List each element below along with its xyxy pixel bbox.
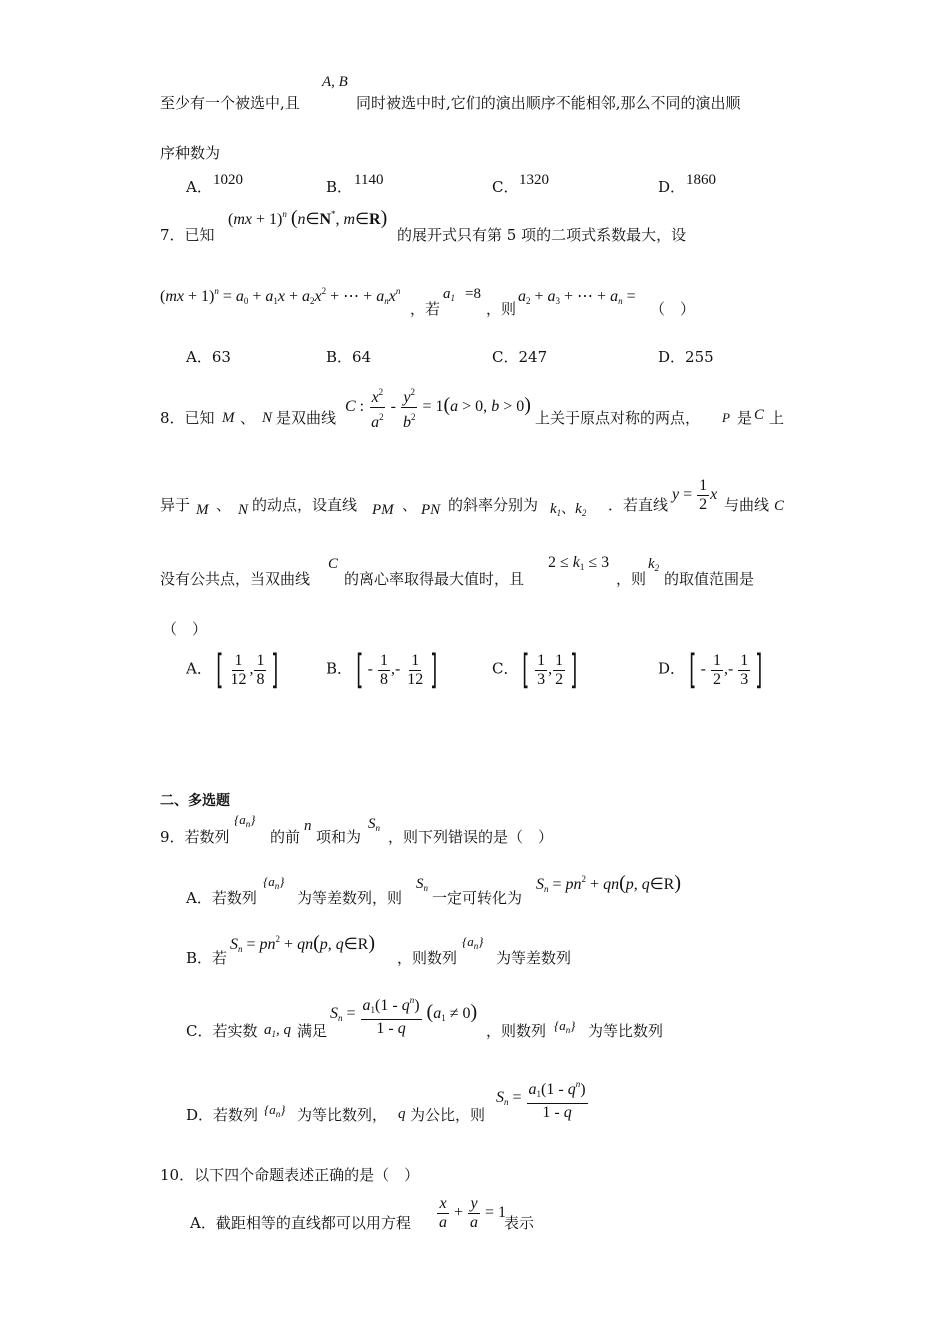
q8-shang: 上 xyxy=(769,409,785,427)
q7-option-a: A．63 xyxy=(186,348,231,366)
q10-number: 10．以下四个命题表述正确的是（ ） xyxy=(160,1166,420,1184)
section-title: 二、多选题 xyxy=(160,793,230,809)
q8-line3a: 没有公共点，当双曲线 xyxy=(160,570,311,588)
q9-n: n xyxy=(304,818,312,834)
q7-number: 7．已知 xyxy=(160,226,215,244)
q8-dun3: 、 xyxy=(402,496,418,514)
q9-option-c-mid: 满足 xyxy=(297,1022,328,1040)
q8-line2d: ．若直线 xyxy=(608,496,669,514)
q9-a-an: $\{a_n\}$ xyxy=(263,874,285,891)
q6-option-d-value: 1860 xyxy=(686,172,716,188)
q9-a-sn: $S_n$ xyxy=(416,876,428,893)
q9-c-an: $\{a_n\}$ xyxy=(554,1018,576,1035)
q6-line1-post: 同时被选中时,它们的演出顺序不能相邻,那么不同的演出顺 xyxy=(356,94,741,112)
q8-number: 8．已知 xyxy=(160,409,215,427)
q8-hyperbola: C : $\frac{x^2}{a^2}$ - $\frac{y^2}{b^2}$ = 1(a > 0, b > 0) xyxy=(345,384,531,431)
q9-number: 9．若数列 xyxy=(160,828,230,846)
q9-sn: $S_n$ xyxy=(368,816,380,833)
q6-line1: 至少有一个被选中,且 xyxy=(160,94,300,112)
q9-d-an: $\{a_n\}$ xyxy=(264,1102,286,1119)
q9-option-a-pre: A．若数列 xyxy=(186,889,257,907)
q9-option-c-post: 为等比数列 xyxy=(588,1022,664,1040)
q8-pm: PM xyxy=(372,502,394,518)
q8-blank: （ ） xyxy=(162,620,208,638)
q7-a1-eq: =8 xyxy=(465,286,481,302)
q7-option-c: C．247 xyxy=(492,348,548,366)
q9-option-b-pre: B．若 xyxy=(186,949,228,967)
q8-n: N xyxy=(262,410,273,426)
q9-option-a-post: 一定可转化为 xyxy=(432,889,523,907)
q8-line3b: 的离心率取得最大值时，且 xyxy=(344,570,525,588)
q8-k2: $k_2$ xyxy=(648,556,660,573)
q9-text1: 的前 xyxy=(270,828,301,846)
q7-a1: $a_1$ xyxy=(443,286,455,303)
q9-option-c-pre: C．若实数 xyxy=(186,1022,258,1040)
q7-expression: (mx + 1)$^n$ (n∈N*, m∈R) xyxy=(228,207,388,229)
q8-m2: M xyxy=(196,502,209,518)
q8-n2: N xyxy=(238,502,249,518)
q9-c-a1q: $a_1$, q xyxy=(264,1022,291,1039)
q7-option-b: B．64 xyxy=(326,348,372,366)
q6-line2: 序种数为 xyxy=(160,144,221,162)
q8-option-d: D． [ - $\frac{1}{2}$ ,- $\frac{1}{3}$ ] xyxy=(658,647,763,693)
q8-line3c: ，则 xyxy=(616,570,647,588)
q9-option-a-mid: 为等差数列，则 xyxy=(297,889,403,907)
q6-option-a: A． xyxy=(186,178,212,196)
q8-c3: C xyxy=(328,556,339,572)
q8-k1-k2: $k_1$、$k_2$ xyxy=(550,501,587,518)
q6-ab: A, B xyxy=(322,74,348,90)
q8-line2b: 的动点，设直线 xyxy=(252,496,358,514)
q7-sum: $a_2 + a_3$ + ⋯ + $a_n$ = xyxy=(518,288,636,306)
q9-c-formula: $S_n$ = $\frac{a_1(1 - q^n)}{1 - q}$ $(a_1 \ne 0)$ xyxy=(330,992,477,1037)
q10-option-a-post: 表示 xyxy=(504,1214,535,1232)
q7-text1: 的展开式只有第 5 项的二项式系数最大，设 xyxy=(397,226,687,244)
q7-ruo: ，若 xyxy=(410,300,441,318)
q8-option-c: C． [ $\frac{1}{3}$ , $\frac{1}{2}$ ] xyxy=(492,647,578,693)
q8-option-a: A． [ $\frac{1}{12}$ , $\frac{1}{8}$ ] xyxy=(186,647,279,693)
q8-line3d: 的取值范围是 xyxy=(664,570,755,588)
q8-shi: 是双曲线 xyxy=(276,409,337,427)
q6-option-c-value: 1320 xyxy=(519,172,549,188)
q8-shi2: 是 xyxy=(737,409,753,427)
q8-line2c: 的斜率分别为 xyxy=(448,496,539,514)
q7-expansion: $(mx + 1)^n = a_0 + a_1x + a_2x^2$ + ⋯ + $a_nx^n$ xyxy=(160,286,401,306)
q9-option-d-mid2: 为公比，则 xyxy=(410,1106,486,1124)
q8-text1: 上关于原点对称的两点， xyxy=(535,409,701,427)
q6-option-c: C． xyxy=(492,178,519,196)
q8-pn: PN xyxy=(421,502,441,518)
q8-c2: C xyxy=(774,498,785,514)
q8-p: P xyxy=(722,410,730,425)
q7-option-d: D．255 xyxy=(658,348,714,366)
q9-option-b-mid: ，则数列 xyxy=(397,949,458,967)
q7-blank: （ ） xyxy=(650,300,696,318)
q9-d-formula: $S_n$ = $\frac{a_1(1 - q^n)}{1 - q}$ xyxy=(496,1076,589,1121)
q9-option-c-mid2: ，则数列 xyxy=(486,1022,547,1040)
q9-b-formula: $S_n = pn^2 + qn(p$, q∈R) xyxy=(230,932,376,954)
q9-a-formula: $S_n = pn^2 + qn(p$, q∈R) xyxy=(536,872,682,894)
q9-text3: ，则下列错误的是（ ） xyxy=(388,828,554,846)
q9-option-d-mid: 为等比数列， xyxy=(297,1106,388,1124)
q10-option-a-pre: A．截距相等的直线都可以用方程 xyxy=(190,1214,411,1232)
q10-a-formula: $\frac{x}{a}$ + $\frac{y}{a}$ = 1 xyxy=(439,1195,507,1231)
q9-option-b-post: 为等差数列 xyxy=(496,949,572,967)
q6-option-b-value: 1140 xyxy=(354,172,384,188)
q9-an: $\{a_n\}$ xyxy=(234,812,256,829)
q9-option-d-pre: D．若数列 xyxy=(186,1106,259,1124)
q6-option-b: B． xyxy=(326,178,353,196)
q8-line-eq: y = $\frac{1}{2}$ x xyxy=(672,477,718,513)
q8-dun1: 、 xyxy=(240,409,256,427)
q9-text2: 项和为 xyxy=(316,828,362,846)
q9-d-q: q xyxy=(398,1106,406,1122)
q6-option-a-value: 1020 xyxy=(213,172,243,188)
q7-ze: ，则 xyxy=(486,300,517,318)
q8-c: C xyxy=(754,407,765,423)
q8-line2a: 异于 xyxy=(160,496,191,514)
q8-line2e: 与曲线 xyxy=(724,496,770,514)
q6-option-d: D． xyxy=(658,178,686,196)
q8-k1-range: $2 \le k_1 \le 3$ xyxy=(548,554,610,572)
q8-option-b: B． [ - $\frac{1}{8}$ ,- $\frac{1}{12}$ ] xyxy=(326,647,438,693)
q9-b-an: $\{a_n\}$ xyxy=(462,934,484,951)
q8-m: M xyxy=(222,410,235,426)
q8-dun2: 、 xyxy=(216,496,232,514)
